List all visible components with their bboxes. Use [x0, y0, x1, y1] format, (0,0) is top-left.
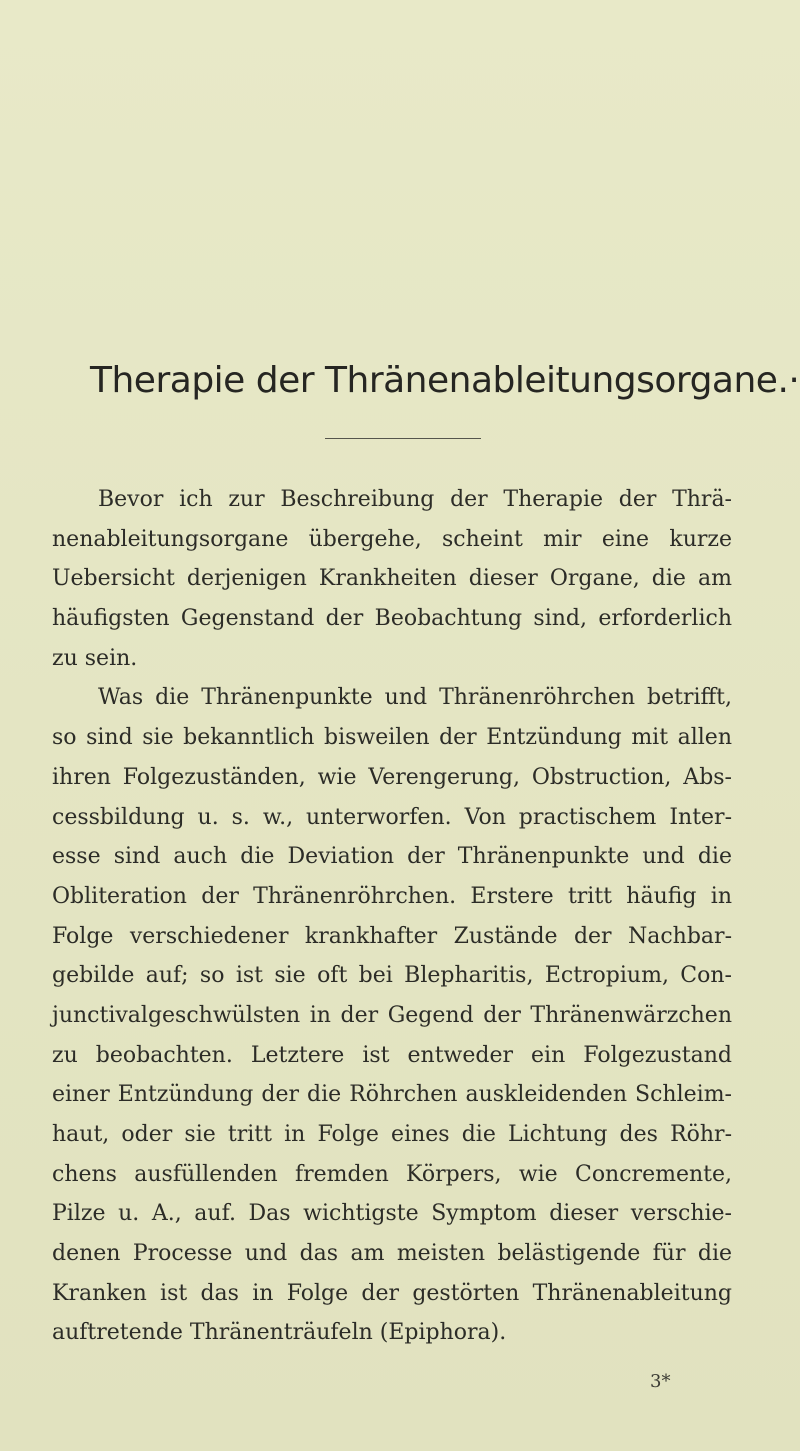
text-line: gebilde auf; so ist sie oft bei Blepharitis, Ectropium, Con-	[52, 963, 732, 989]
text-line: Was die Thränenpunkte und Thränenröhrchen betrifft,	[98, 685, 732, 711]
text-line: Uebersicht derjenigen Krankheiten dieser Organe, die am	[52, 566, 732, 592]
text-line: chens ausfüllenden fremden Körpers, wie Concremente,	[52, 1161, 732, 1187]
text-line: Kranken ist das in Folge der gestörten Thränenableitung	[52, 1280, 732, 1306]
text-line: junctivalgeschwülsten in der Gegend der Thränenwärzchen	[52, 1002, 732, 1028]
text-line: so sind sie bekanntlich bisweilen der Entzündung mit allen	[52, 725, 732, 751]
text-line: häufigsten Gegenstand der Beobachtung sind, erforderlich	[52, 606, 732, 632]
text-line: denen Processe und das am meisten belästigende für die	[52, 1241, 732, 1267]
text-line: ihren Folgezuständen, wie Verengerung, Obstruction, Abs-	[52, 764, 732, 790]
text-line: zu beobachten. Letztere ist entweder ein Folgezustand	[52, 1042, 732, 1068]
text-line: einer Entzündung der die Röhrchen auskleidenden Schleim-	[52, 1082, 732, 1108]
page-title: Therapie der Thränenableitungsorgane.·	[90, 360, 800, 401]
text-line: esse sind auch die Deviation der Thränenpunkte und die	[52, 844, 732, 870]
text-line: Bevor ich zur Beschreibung der Therapie der Thrä-	[98, 487, 732, 512]
title-divider	[325, 438, 481, 439]
text-line: auftretende Thränenträufeln (Epiphora).	[52, 1320, 507, 1346]
text-line: haut, oder sie tritt in Folge eines die Lichtung des Röhr-	[52, 1122, 732, 1147]
body-text	[52, 480, 732, 1353]
text-line: Folge verschiedener krankhafter Zustände der Nachbar-	[52, 923, 732, 949]
text-line: nenableitungsorgane übergehe, scheint mir eine kurze	[52, 526, 732, 552]
text-line: zu sein.	[52, 645, 138, 671]
text-line: cessbildung u. s. w., unterworfen. Von practischem Inter-	[52, 804, 732, 830]
text-line: Pilze u. A., auf. Das wichtigste Symptom dieser verschie-	[52, 1201, 732, 1227]
text-line: Obliteration der Thränenröhrchen. Erstere tritt häufig in	[52, 883, 732, 909]
signature-mark: 3*	[650, 1371, 671, 1392]
